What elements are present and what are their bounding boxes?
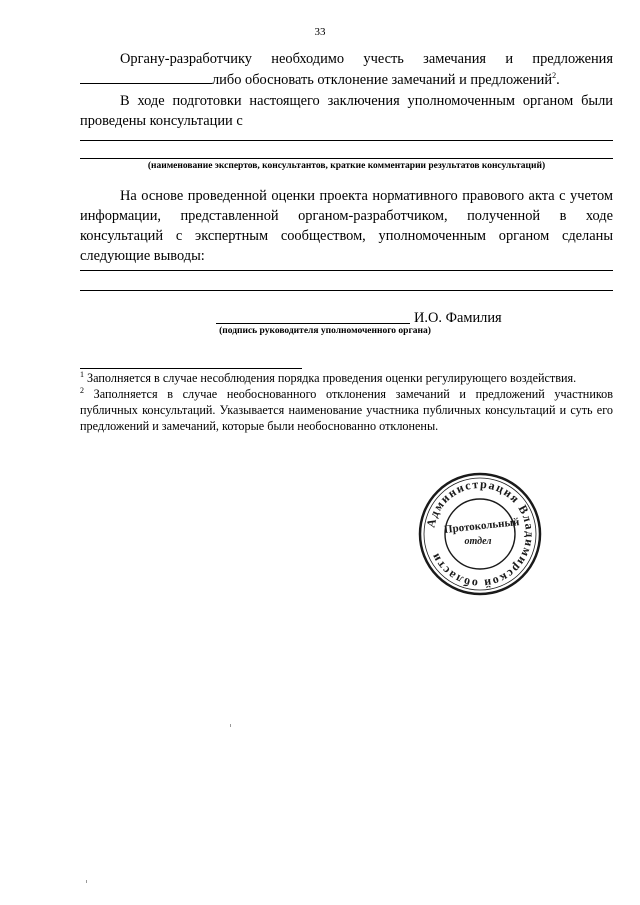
- page-number: 33: [314, 26, 326, 38]
- stamp-center-line2: отдел: [464, 536, 492, 547]
- protocol-department-stamp: [412, 472, 548, 596]
- svg-text:Администрация Владимирской обл: [423, 477, 537, 591]
- para1-line1: Органу-разработчику необходимо учесть замечания и предложения: [120, 51, 613, 67]
- para2-line2: проведены консультации с: [80, 113, 243, 129]
- stamp-center-line1: Протокольный: [443, 516, 520, 536]
- footnote-2-mark: 2: [80, 385, 84, 395]
- conclusions-paragraph: На основе проведенной оценки проекта нормативного правового акта с учетом информации, представленной органом-разработчиком, полученной в ходе консультаций с экспертным сообществом, уполномоченным органом сделаны следующие выводы:: [80, 188, 613, 264]
- blank-line-developer: [80, 69, 212, 84]
- signature-name: И.О. Фамилия: [414, 310, 502, 326]
- para2-line1: В ходе подготовки настоящего заключения уполномоченным органом были: [120, 93, 613, 109]
- footnote-separator: [80, 368, 302, 369]
- blank-line-consult-1: [80, 140, 613, 141]
- consult-caption: (наименование экспертов, консультантов, краткие комментарии результатов консультаций): [147, 161, 546, 171]
- footnote-1: [80, 370, 613, 386]
- blank-line-conclusions-1: [80, 270, 613, 271]
- stamp-ring-text: Администрация Владимирской области: [423, 476, 538, 592]
- blank-line-conclusions-2: [80, 290, 613, 291]
- stamp-seal-icon: [412, 472, 548, 596]
- para1-line2-end: .: [556, 72, 560, 88]
- signature-caption: (подпись руководителя уполномоченного органа): [219, 326, 431, 336]
- scan-speck: [230, 724, 231, 727]
- blank-line-consult-2: [80, 158, 613, 159]
- scan-speck: [86, 880, 87, 883]
- footnote-1-mark: 1: [80, 369, 84, 379]
- footnote-ref-2: 2: [552, 71, 557, 81]
- footnote-2: [80, 386, 613, 434]
- signature-line: [216, 309, 410, 324]
- para1-line2-text: либо обосновать отклонение замечаний и предложений: [212, 72, 553, 88]
- para1-line2: [80, 69, 613, 90]
- footnote-2-text: Заполняется в случае необоснованного отклонения замечаний и предложений участников публичных консультаций. Указывается наименование участника публичных консультаций и суть его предложений и замечаний, которые были необоснованно отклонены.: [80, 387, 613, 433]
- footnote-1-text: Заполняется в случае несоблюдения порядка проведения оценки регулирующего воздействия.: [87, 371, 577, 385]
